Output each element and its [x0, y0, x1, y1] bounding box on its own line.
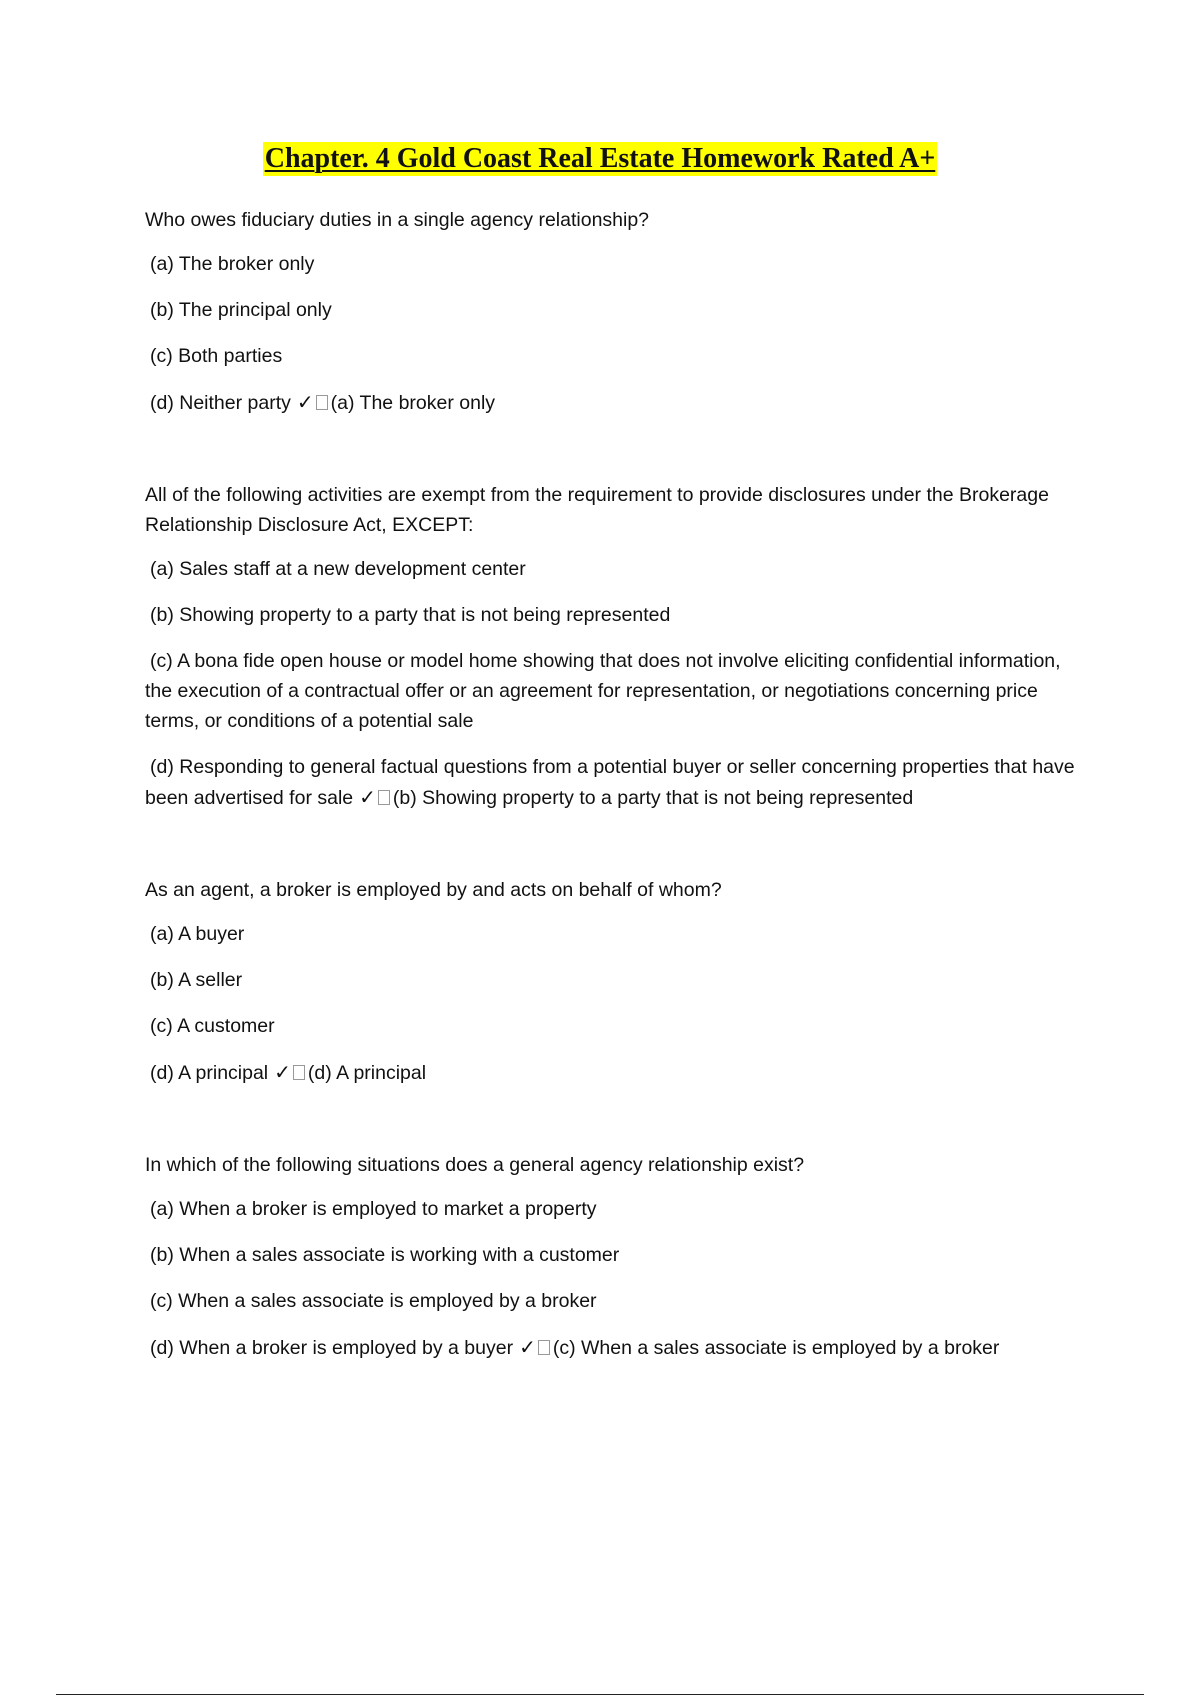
option-b: (b) The principal only	[150, 299, 332, 321]
question-list	[145, 205, 1085, 1425]
option-d-with-answer	[150, 1057, 1085, 1088]
placeholder-box-icon	[378, 790, 390, 805]
option-d-with-answer	[150, 387, 1085, 418]
option-d-with-answer	[145, 752, 1085, 813]
answer-text: (b) Showing property to a party that is not being represented	[392, 787, 914, 809]
option-c: (c) A customer	[150, 1015, 275, 1037]
check-icon: ✓	[296, 390, 314, 414]
question-block	[145, 875, 1085, 1088]
option-c: (c) A bona fide open house or model home showing that does not involve eliciting confidential information, the execution of a contractual offer or an agreement for representation, or negotiations concerning price terms, or conditions of a potential sale	[145, 650, 1061, 732]
option-a: (a) When a broker is employed to market a property	[150, 1198, 597, 1220]
placeholder-box-icon	[293, 1065, 305, 1080]
option-a: (a) Sales staff at a new development center	[150, 558, 526, 580]
check-icon: ✓	[274, 1060, 291, 1084]
check-icon: ✓	[519, 1335, 536, 1359]
option-d: (d) A principal	[150, 1062, 269, 1084]
option-list	[145, 1194, 1085, 1363]
question-block	[145, 1150, 1085, 1363]
option-a: (a) A buyer	[150, 923, 245, 945]
question-text: As an agent, a broker is employed by and acts on behalf of whom?	[145, 879, 722, 901]
answer-text: (d) A principal	[307, 1062, 427, 1084]
footer-divider	[56, 1694, 1144, 1695]
option-d-with-answer	[150, 1332, 1085, 1363]
answer-text: (a) The broker only	[330, 392, 496, 414]
option-a: (a) The broker only	[150, 253, 315, 275]
option-d: (d) Neither party	[150, 392, 291, 414]
option-b: (b) A seller	[150, 969, 243, 991]
placeholder-box-icon	[538, 1340, 550, 1355]
option-d: (d) When a broker is employed by a buyer	[150, 1337, 514, 1359]
question-text: All of the following activities are exempt from the requirement to provide disclosures under the Brokerage Relationship Disclosure Act, EXCEPT:	[145, 484, 1049, 536]
option-b: (b) Showing property to a party that is not being represented	[150, 604, 671, 626]
question-text: Who owes fiduciary duties in a single agency relationship?	[145, 209, 650, 231]
question-block	[145, 205, 1085, 418]
option-list	[145, 919, 1085, 1088]
check-icon: ✓	[359, 785, 376, 809]
question-text: In which of the following situations does a general agency relationship exist?	[145, 1154, 805, 1176]
placeholder-box-icon	[316, 395, 328, 410]
answer-text: (c) When a sales associate is employed by a broker	[552, 1337, 1000, 1359]
option-c: (c) When a sales associate is employed by a broker	[150, 1290, 597, 1312]
document-title: Chapter. 4 Gold Coast Real Estate Homework Rated A+	[264, 143, 936, 174]
option-d: (d) Responding to general factual questions from a potential buyer or seller concerning properties that have been advertised for sale	[145, 756, 1075, 809]
option-b: (b) When a sales associate is working with a customer	[150, 1244, 620, 1266]
option-list	[145, 554, 1085, 813]
title-container	[0, 142, 1200, 176]
question-block	[145, 480, 1085, 813]
option-c: (c) Both parties	[150, 345, 283, 367]
option-list	[145, 249, 1085, 418]
